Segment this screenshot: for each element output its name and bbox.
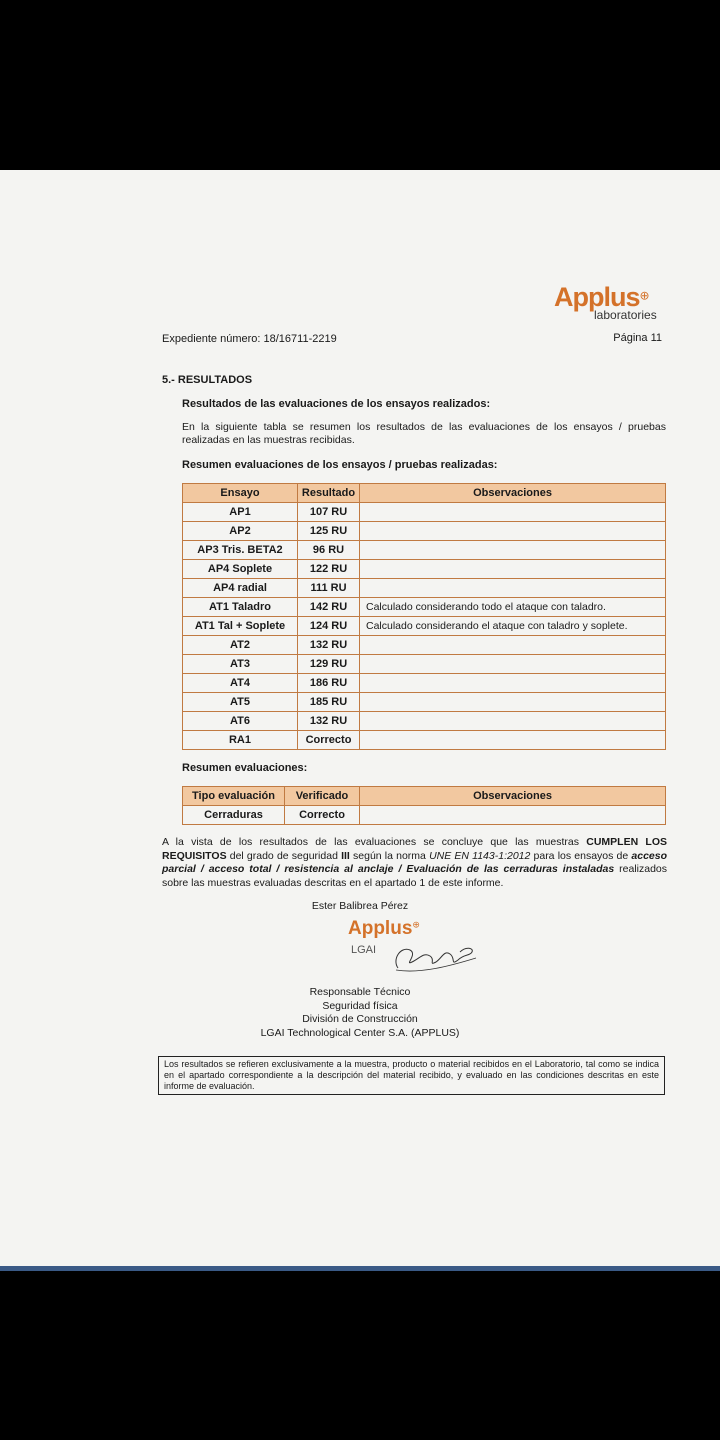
results-table [182,483,666,750]
table-row [183,617,666,636]
observaciones-cell [360,693,666,712]
observaciones-cell [360,636,666,655]
ensayo-cell: AT4 [183,674,298,693]
summary-table [182,786,666,825]
stamp-logo-text: Applus [348,918,413,939]
resultado-cell: 132 RU [298,712,360,731]
handwritten-signature [390,940,480,976]
observaciones-cell [360,541,666,560]
expediente-number: Expediente número: 18/16711-2219 [162,333,337,345]
resultado-cell: 132 RU [298,636,360,655]
conclusion-text: para los ensayos de [530,849,632,862]
resultado-cell: 142 RU [298,598,360,617]
footer-disclaimer: Los resultados se refieren exclusivamente a la muestra, producto o material recibidos en el Laboratorio, tal como se indica en el apartado correspondiente a la descripción del material recibido, y evaluado en las condiciones descritas en este informe de evaluación. [158,1056,665,1095]
ensayo-cell: AT2 [183,636,298,655]
binder-edge [0,1266,720,1271]
observaciones-cell [360,522,666,541]
table-row [183,693,666,712]
table-row [183,636,666,655]
observaciones-cell [360,655,666,674]
resultado-cell: 111 RU [298,579,360,598]
security-grade: III [341,849,350,862]
observaciones-cell [360,579,666,598]
logo-subtitle: laboratories [594,308,657,322]
resultado-cell: Correcto [298,731,360,750]
document-page [0,170,720,1270]
ensayo-cell: AT1 Tal + Soplete [183,617,298,636]
observaciones-cell [360,731,666,750]
signature-underline [396,958,476,971]
conclusion-text: realizados sobre las muestras evaluadas descritas en el apartado 1 de este informe. [162,863,668,889]
ensayo-cell: AT1 Taladro [183,598,298,617]
resultado-cell: 122 RU [298,560,360,579]
resultado-cell: 96 RU [298,541,360,560]
ensayo-cell: AP4 Soplete [183,560,298,579]
col-header-tipo: Tipo evaluación [183,787,285,806]
observaciones-cell [360,712,666,731]
signer-name: Ester Balibrea Pérez [311,900,409,912]
section-title: 5.- RESULTADOS [162,374,253,386]
resultado-cell: 124 RU [298,617,360,636]
observaciones-cell [360,806,666,825]
results-table-title: Resumen evaluaciones de los ensayos / pruebas realizadas: [182,459,498,471]
table-row [183,806,666,825]
conclusion-paragraph [162,836,667,890]
applus-stamp [348,918,420,956]
col-header-observaciones: Observaciones [360,787,666,806]
stamp-subtitle: LGAI [351,944,377,956]
ensayo-cell: AT5 [183,693,298,712]
results-table-header [183,484,666,503]
section-subheading: Resultados de las evaluaciones de los ensayos realizados: [182,398,491,410]
observaciones-cell: Calculado considerando todo el ataque con taladro. [360,598,666,617]
tipo-cell: Cerraduras [183,806,285,825]
table-row [183,560,666,579]
resultado-cell: 186 RU [298,674,360,693]
logo-text: Applus [554,282,640,312]
col-header-observaciones: Observaciones [360,484,666,503]
observaciones-cell [360,560,666,579]
conclusion-emphasis: CUMPLEN LOS REQUISITOS [162,836,667,862]
table-row [183,712,666,731]
ensayo-cell: AT3 [183,655,298,674]
resultado-cell: 185 RU [298,693,360,712]
applus-logo [554,282,657,322]
ensayo-cell: AP2 [183,522,298,541]
logo-plus-icon: ⊕ [639,288,650,303]
conclusion-text: A la vista de los resultados de las evaluaciones se concluye que las muestras [162,836,587,848]
col-header-ensayo: Ensayo [183,484,298,503]
table-row [183,731,666,750]
table-row [183,579,666,598]
signer-role: Responsable Técnico [309,986,411,998]
standard-reference: UNE EN 1143-1:2012 [429,849,531,862]
signer-division: División de Construcción [302,1013,418,1025]
observaciones-cell: Calculado considerando el ataque con taladro y soplete. [360,617,666,636]
table-row [183,674,666,693]
ensayo-cell: AP4 radial [183,579,298,598]
ensayo-cell: RA1 [183,731,298,750]
table-row [183,541,666,560]
ensayo-cell: AP1 [183,503,298,522]
table-row [183,503,666,522]
stamp-plus-icon: ⊕ [412,919,420,930]
table-row [183,655,666,674]
page-number: Página 11 [613,332,662,344]
conclusion-text: según la norma [349,849,430,862]
observaciones-cell [360,503,666,522]
signer-roles [0,986,720,1040]
verificado-cell: Correcto [285,806,360,825]
signer-company: LGAI Technological Center S.A. (APPLUS) [260,1026,460,1039]
resultado-cell: 107 RU [298,503,360,522]
col-header-verificado: Verificado [285,787,360,806]
table-row [183,598,666,617]
summary-title: Resumen evaluaciones: [182,762,308,774]
intro-paragraph: En la siguiente tabla se resumen los resultados de las evaluaciones de los ensayos / pruebas realizadas en las muestras recibidas. [182,421,666,446]
conclusion-text: del grado de seguridad [226,849,342,862]
resultado-cell: 129 RU [298,655,360,674]
signer-department: Seguridad física [322,999,398,1012]
ensayo-cell: AT6 [183,712,298,731]
observaciones-cell [360,674,666,693]
summary-table-header [183,787,666,806]
col-header-resultado: Resultado [298,484,360,503]
ensayo-cell: AP3 Tris. BETA2 [183,541,298,560]
table-row [183,522,666,541]
resultado-cell: 125 RU [298,522,360,541]
test-types: acceso parcial / acceso total / resistencia al anclaje / Evaluación de las cerraduras instaladas [162,849,668,875]
signature-stroke [396,948,472,968]
